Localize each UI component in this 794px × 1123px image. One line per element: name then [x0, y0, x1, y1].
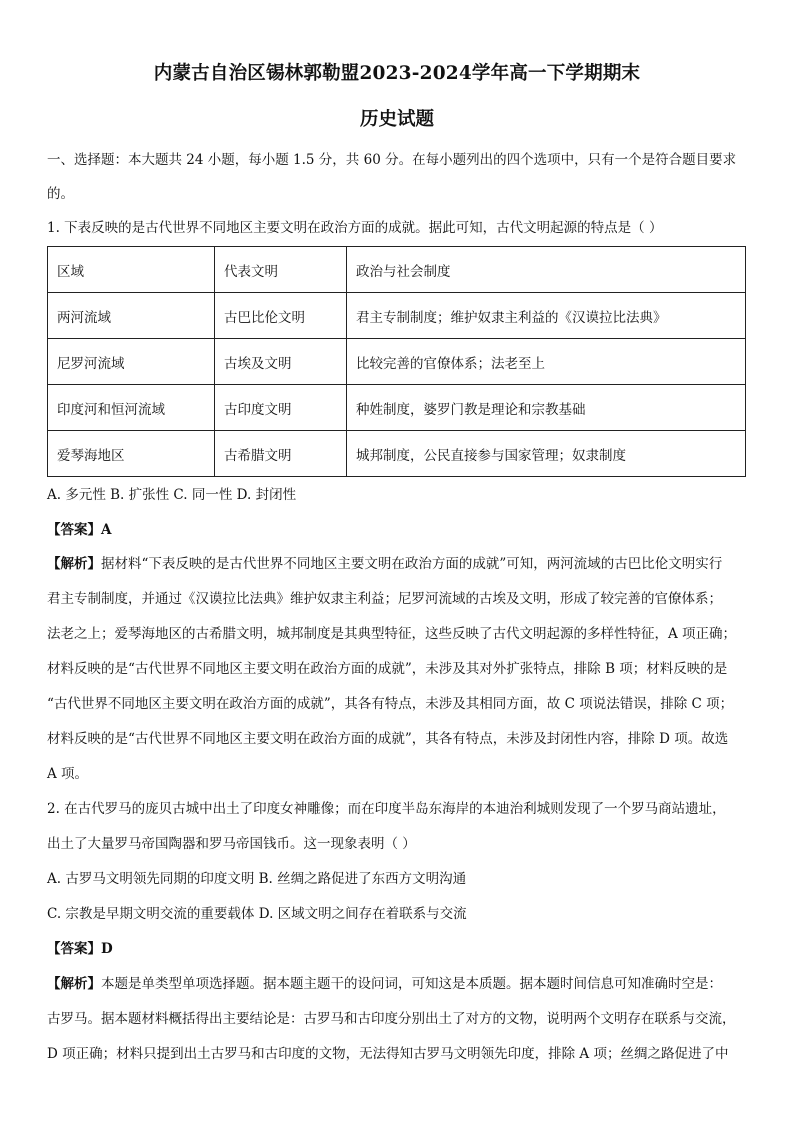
table-row — [48, 293, 746, 339]
table-cell: 古埃及文明 — [215, 339, 347, 385]
table-cell: 古印度文明 — [215, 385, 347, 431]
question-1-analysis-line: 君主专制制度，并通过《汉谟拉比法典》维护奴隶主利益；尼罗河流域的古埃及文明，形成了较完善的官僚体系； — [47, 591, 722, 607]
analysis-text: 本题是单类型单项选择题。据本题主题干的设问词，可知这是本质题。据本题时间信息可知准确时空是： — [101, 976, 722, 992]
question-2-analysis-line: D 项正确；材料只提到出土古罗马和古印度的文物，无法得知古罗马文明领先印度，排除 A 项；丝绸之路促进了中 — [47, 1046, 729, 1062]
question-2-answer: 【答案】D — [47, 941, 113, 957]
table-row — [48, 385, 746, 431]
table-cell: 比较完善的官僚体系；法老至上 — [347, 339, 746, 385]
exam-title: 内蒙古自治区锡林郭勒盟2023-2024学年高一下学期期末 — [153, 63, 641, 84]
table-cell: 古希腊文明 — [215, 431, 347, 477]
question-1-analysis-line: A 项。 — [47, 766, 89, 782]
analysis-text: 据材料“下表反映的是古代世界不同地区主要文明在政治方面的成就”可知，两河流域的古巴比伦文明实行 — [101, 556, 723, 572]
question-1-analysis-line: 法老之上；爱琴海地区的古希腊文明，城邦制度是其典型特征，这些反映了古代文明起源的多样性特征，A 项正确； — [47, 626, 737, 642]
question-1-options: A. 多元性 B. 扩张性 C. 同一性 D. 封闭性 — [47, 487, 297, 503]
question-2-options-cd: C. 宗教是早期文明交流的重要载体 D. 区域文明之间存在着联系与交流 — [47, 906, 467, 922]
question-2-stem-line: 出土了大量罗马帝国陶器和罗马帝国钱币。这一现象表明（ ） — [47, 836, 416, 852]
question-1-analysis-line: 材料反映的是“古代世界不同地区主要文明在政治方面的成就”，未涉及其对外扩张特点，排除 B 项；材料反映的是 — [47, 661, 728, 677]
exam-subtitle: 历史试题 — [359, 109, 434, 130]
table-cell: 两河流域 — [48, 293, 215, 339]
table-header-cell: 区域 — [48, 247, 215, 293]
table-row — [48, 431, 746, 477]
question-2-analysis-line: 古罗马。据本题材料概括得出主要结论是：古罗马和古印度分别出土了对方的文物，说明两个文明存在联系与交流， — [47, 1011, 736, 1027]
table-header-cell: 代表文明 — [215, 247, 347, 293]
analysis-label: 【解析】 — [47, 976, 101, 992]
table-cell: 尼罗河流域 — [48, 339, 215, 385]
table-header-row — [48, 247, 746, 293]
question-1-analysis-line: 材料反映的是“古代世界不同地区主要文明在政治方面的成就”，其各有特点，未涉及封闭性内容，排除 D 项。故选 — [47, 731, 729, 747]
civilization-table — [47, 246, 746, 477]
table-row — [48, 339, 746, 385]
table-cell: 古巴比伦文明 — [215, 293, 347, 339]
question-1-stem: 1. 下表反映的是古代世界不同地区主要文明在政治方面的成就。据此可知，古代文明起源的特点是（ ） — [47, 220, 663, 236]
table-header-cell: 政治与社会制度 — [347, 247, 746, 293]
section-instructions-line-2: 的。 — [47, 186, 74, 202]
question-2-options-ab: A. 古罗马文明领先同期的印度文明 B. 丝绸之路促进了东西方文明沟通 — [47, 871, 467, 887]
table-cell: 君主专制制度；维护奴隶主利益的《汉谟拉比法典》 — [347, 293, 746, 339]
question-1-analysis-line: “古代世界不同地区主要文明在政治方面的成就”，其各有特点，未涉及其相同方面，故 C 项说法错误，排除 C 项； — [47, 696, 734, 712]
question-2-analysis-line — [47, 974, 757, 994]
table-cell: 城邦制度，公民直接参与国家管理；奴隶制度 — [347, 431, 746, 477]
table-cell: 印度河和恒河流域 — [48, 385, 215, 431]
question-1-answer: 【答案】A — [47, 522, 112, 538]
question-1-analysis-line — [47, 554, 757, 574]
analysis-label: 【解析】 — [47, 556, 101, 572]
section-instructions-line-1: 一、选择题：本大题共 24 小题，每小题 1.5 分，共 60 分。在每小题列出的四个选项中，只有一个是符合题目要求 — [47, 152, 737, 168]
table-cell: 种姓制度，婆罗门教是理论和宗教基础 — [347, 385, 746, 431]
table-cell: 爱琴海地区 — [48, 431, 215, 477]
question-2-stem-line: 2. 在古代罗马的庞贝古城中出土了印度女神雕像；而在印度半岛东海岸的本迪治利城则发现了一个罗马商站遗址， — [47, 801, 726, 817]
